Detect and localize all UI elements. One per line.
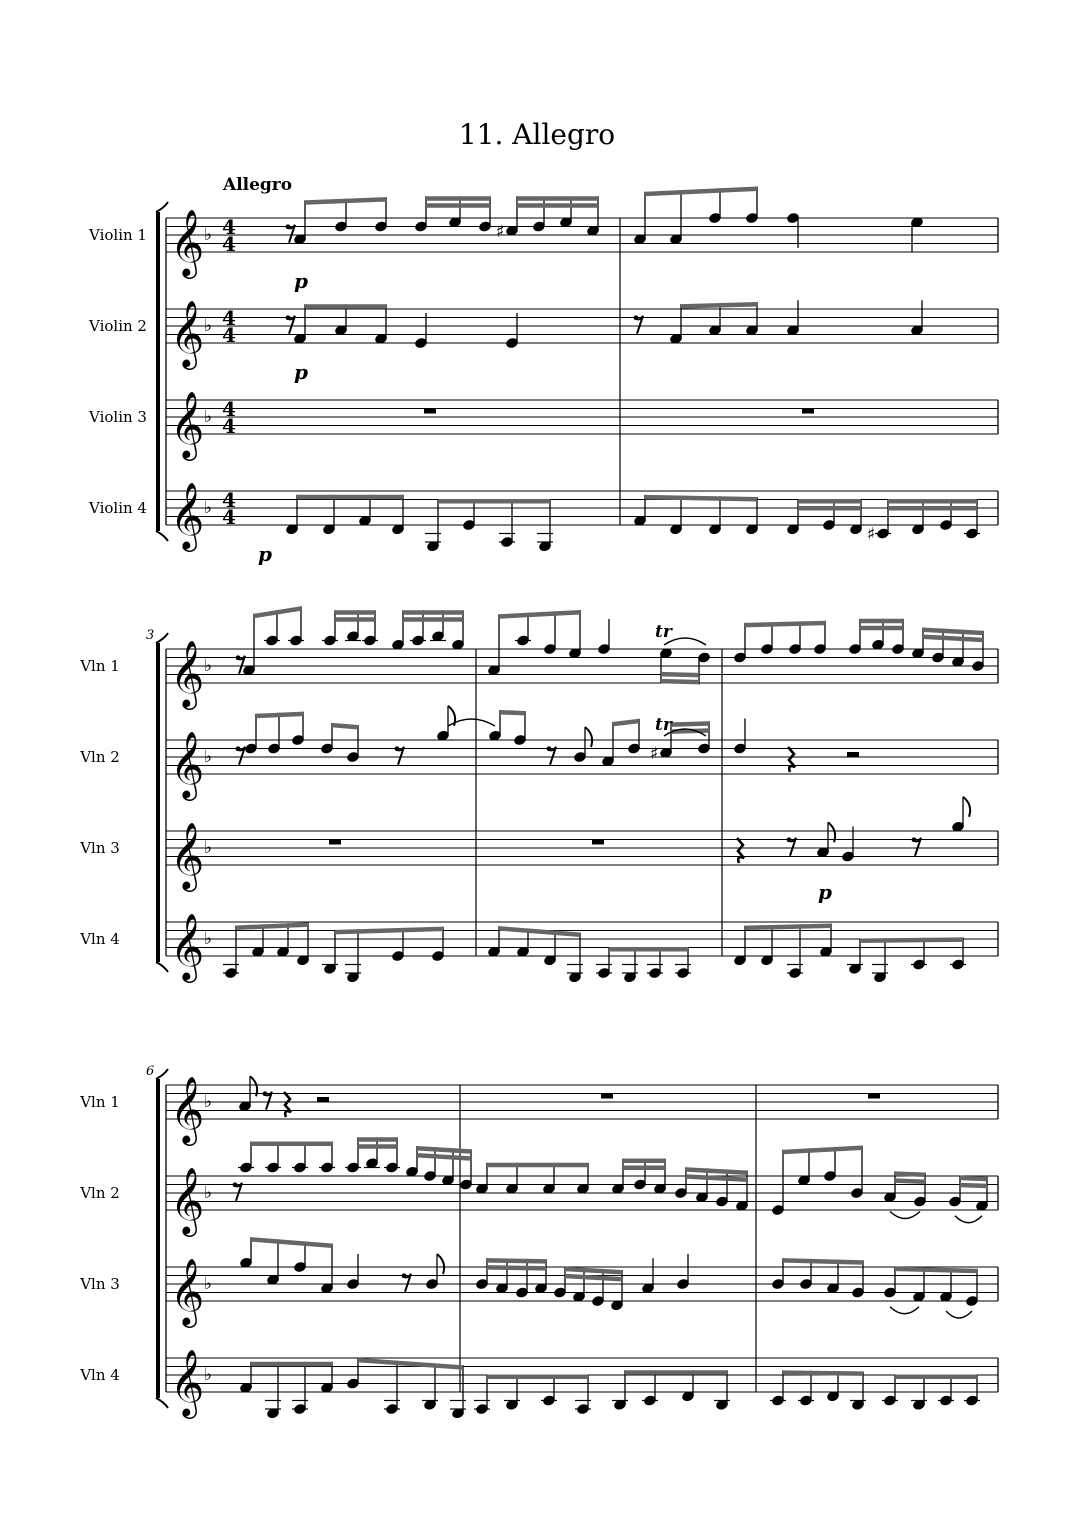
key-signature-flat: ♭	[204, 747, 213, 767]
instrument-label: Violin 3	[89, 408, 147, 426]
time-signature-denominator: 4	[222, 505, 236, 529]
note-beam	[517, 203, 598, 208]
staff-2	[88, 299, 998, 370]
dynamic-marking: p	[294, 360, 308, 384]
measure-number: 3	[146, 628, 155, 643]
note-flag	[585, 727, 592, 747]
note-flag	[963, 797, 970, 817]
note-beam	[236, 922, 308, 930]
treble-clef-icon: 𝄞	[170, 639, 205, 707]
dynamic-marking: p	[294, 269, 308, 293]
note-beam	[960, 1183, 987, 1189]
time-signature-numerator: 4	[222, 397, 236, 421]
instrument-label: Vln 1	[80, 657, 120, 675]
note-beam	[565, 1274, 622, 1282]
treble-clef-icon: 𝄞	[170, 912, 205, 980]
instrument-label: Vln 2	[80, 748, 120, 766]
bracket-hook	[156, 1398, 168, 1408]
time-signature-numerator: 4	[222, 306, 236, 330]
note-beam	[661, 679, 699, 685]
treble-clef-icon: 𝄞	[170, 299, 205, 367]
measure-number: 6	[146, 1064, 155, 1079]
whole-rest	[802, 409, 814, 414]
eighth-rest-dot	[263, 1091, 268, 1096]
time-signature-denominator: 4	[222, 232, 236, 256]
note-beam	[783, 1258, 863, 1265]
instrument-label: Vln 4	[80, 930, 120, 948]
treble-clef-icon: 𝄞	[170, 481, 205, 549]
note-beam	[895, 1375, 977, 1380]
time-signature-denominator: 4	[222, 414, 236, 438]
half-rest	[847, 752, 859, 757]
key-signature-flat: ♭	[204, 316, 213, 336]
bracket-hook	[156, 962, 168, 972]
note-beam	[297, 495, 403, 500]
sharp-sign: ♯	[650, 743, 659, 764]
key-signature-flat: ♭	[204, 1365, 213, 1385]
key-signature-flat: ♭	[204, 838, 213, 858]
note-beam	[798, 506, 861, 511]
note-flag	[437, 1254, 444, 1274]
treble-clef-icon: 𝄞	[170, 1348, 205, 1416]
whole-rest	[868, 1094, 880, 1099]
note-beam	[960, 1176, 987, 1182]
system-3	[79, 1064, 998, 1419]
eighth-rest-dot	[236, 746, 241, 751]
treble-clef-icon: 𝄞	[170, 821, 205, 889]
notes-layer	[223, 186, 988, 1418]
tempo-marking: Allegro	[223, 175, 293, 195]
half-rest	[317, 1097, 329, 1102]
bracket-hook	[156, 202, 168, 212]
staff-2	[79, 1166, 998, 1237]
note-beam	[625, 1370, 727, 1375]
dynamic-marking: p	[258, 542, 272, 566]
note-beam	[923, 635, 983, 643]
instrument-label: Violin 2	[89, 317, 147, 335]
key-signature-flat: ♭	[204, 656, 213, 676]
instrument-label: Vln 4	[80, 1366, 120, 1384]
slur	[890, 1212, 920, 1219]
note-beam	[645, 495, 757, 502]
note-beam	[923, 628, 983, 636]
note-beam	[487, 1375, 588, 1380]
key-signature-flat: ♭	[204, 1183, 213, 1203]
note-beam	[745, 924, 831, 931]
note-beam	[613, 719, 639, 727]
note-beam	[686, 1167, 747, 1175]
instrument-label: Vln 3	[80, 1275, 120, 1293]
note-beam	[358, 1144, 397, 1149]
treble-clef-icon: 𝄞	[170, 730, 205, 798]
note-beam	[417, 1153, 471, 1161]
staff-2	[79, 730, 998, 801]
note-beam	[426, 203, 490, 208]
bracket-hook	[156, 1069, 168, 1079]
treble-clef-icon: 𝄞	[170, 1257, 205, 1325]
note-beam	[438, 499, 550, 504]
staff-1	[88, 208, 998, 279]
note-beam	[251, 1142, 332, 1147]
eighth-rest-dot	[912, 837, 917, 842]
score-title: 11. Allegro	[458, 118, 616, 151]
key-signature-flat: ♭	[204, 407, 213, 427]
eighth-rest-dot	[634, 315, 639, 320]
key-signature-flat: ♭	[204, 498, 213, 518]
note-beam	[487, 1163, 588, 1168]
bracket-hook	[156, 531, 168, 541]
whole-rest	[592, 840, 604, 845]
note-beam	[499, 610, 580, 619]
whole-rest	[601, 1094, 613, 1099]
note-beam	[487, 1265, 546, 1271]
key-signature-flat: ♭	[204, 929, 213, 949]
note-beam	[895, 1178, 925, 1184]
note-beam	[332, 723, 358, 730]
eighth-rest-dot	[236, 655, 241, 660]
note-beam	[888, 499, 977, 504]
staff-3	[79, 821, 998, 892]
note-beam	[251, 1237, 332, 1248]
key-signature-flat: ♭	[204, 225, 213, 245]
note-beam	[798, 499, 861, 504]
quarter-rest	[737, 838, 744, 863]
trill-marking: tr	[655, 715, 672, 735]
note-beam	[895, 1267, 977, 1274]
time-signature-numerator: 4	[222, 488, 236, 512]
slur	[955, 1216, 982, 1223]
note-beam	[860, 626, 903, 631]
note-beam	[860, 937, 963, 943]
note-beam	[251, 1362, 332, 1367]
note-beam	[623, 1166, 665, 1171]
note-beam	[517, 196, 598, 201]
note-beam	[609, 947, 688, 952]
note-beam	[661, 672, 699, 678]
treble-clef-icon: 𝄞	[170, 208, 205, 276]
note-beam	[335, 927, 443, 935]
treble-clef-icon: 𝄞	[170, 1166, 205, 1234]
bracket-hook	[156, 633, 168, 643]
eighth-rest-dot	[787, 837, 792, 842]
eighth-rest-dot	[286, 224, 291, 229]
note-beam	[335, 610, 375, 615]
treble-clef-icon: 𝄞	[170, 390, 205, 458]
note-beam	[305, 304, 386, 309]
note-beam	[686, 1174, 747, 1182]
trill-marking: tr	[655, 622, 672, 642]
key-signature-flat: ♭	[204, 1274, 213, 1294]
music-notation	[79, 186, 998, 1419]
note-beam	[417, 1146, 471, 1154]
eighth-rest-dot	[286, 315, 291, 320]
note-beam	[623, 1159, 665, 1164]
note-beam	[860, 619, 903, 624]
staff-1	[79, 1075, 998, 1146]
eighth-rest-dot	[233, 1182, 238, 1187]
sharp-sign: ♯	[867, 524, 876, 545]
note-beam	[403, 617, 463, 622]
note-beam	[403, 610, 463, 615]
eighth-rest-dot	[402, 1273, 407, 1278]
note-beam	[783, 1145, 862, 1154]
sharp-sign: ♯	[496, 221, 505, 242]
treble-clef-icon: 𝄞	[170, 1075, 205, 1143]
note-beam	[671, 721, 709, 727]
instrument-label: Violin 4	[89, 499, 147, 517]
eighth-rest-dot	[547, 746, 552, 751]
whole-rest	[424, 409, 436, 414]
dynamic-marking: p	[818, 880, 832, 904]
note-beam	[358, 1137, 397, 1142]
instrument-label: Violin 1	[89, 226, 147, 244]
note-beam	[500, 710, 525, 716]
whole-rest	[329, 840, 341, 845]
instrument-label: Vln 2	[80, 1184, 120, 1202]
instrument-label: Vln 3	[80, 839, 120, 857]
note-beam	[335, 617, 375, 622]
note-beam	[565, 1267, 622, 1275]
time-signature-denominator: 4	[222, 323, 236, 347]
slur	[890, 1307, 919, 1314]
time-signature-numerator: 4	[222, 215, 236, 239]
note-beam	[487, 1258, 546, 1264]
note-beam	[499, 926, 580, 937]
key-signature-flat: ♭	[204, 1092, 213, 1112]
quarter-rest	[284, 1092, 291, 1117]
quarter-rest	[788, 747, 795, 772]
eighth-rest-dot	[395, 746, 400, 751]
staff-3	[88, 390, 998, 461]
note-beam	[888, 506, 977, 511]
note-beam	[358, 1358, 463, 1370]
note-beam	[426, 196, 490, 201]
slur	[946, 1311, 972, 1318]
instrument-label: Vln 1	[80, 1093, 120, 1111]
note-beam	[745, 621, 825, 628]
note-beam	[681, 302, 757, 309]
note-beam	[645, 186, 757, 196]
